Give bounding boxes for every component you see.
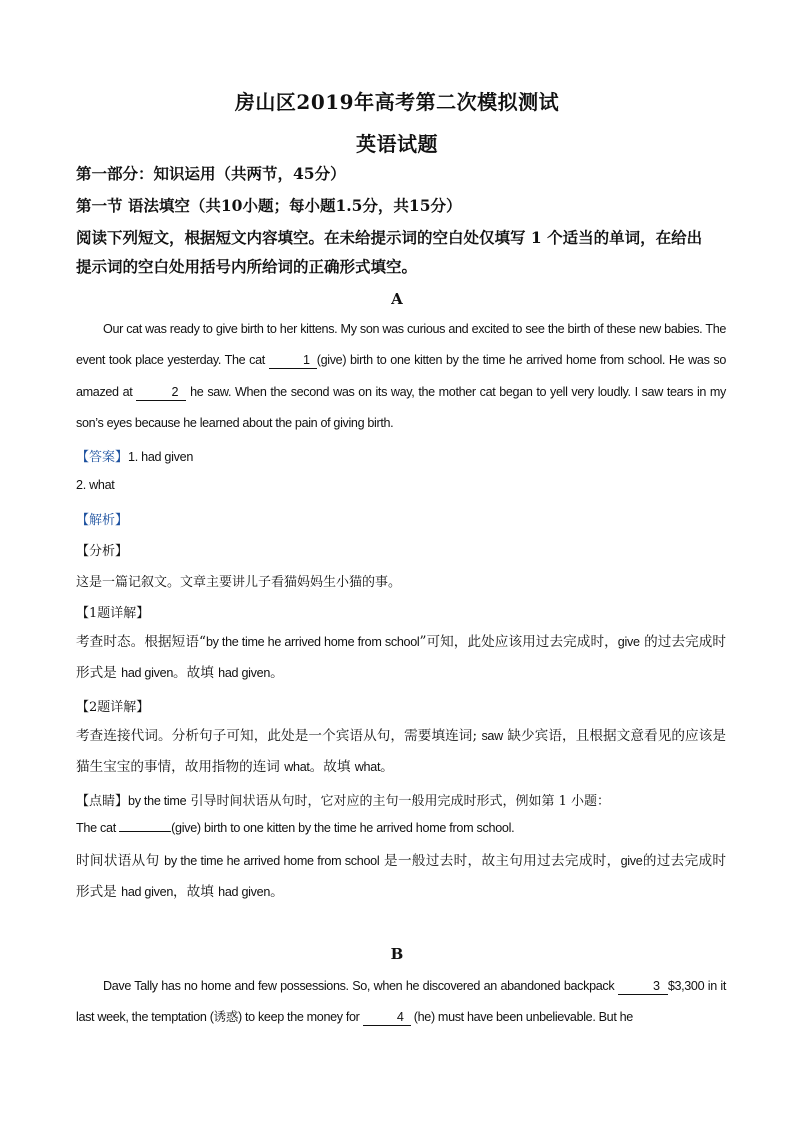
answer-tag: 【答案】 bbox=[76, 450, 129, 465]
passage-b-paragraph bbox=[76, 971, 726, 1034]
section-heading: 第一节 语法填空（共10小题；每小题1.5分，共15分） bbox=[76, 196, 462, 215]
q2-detail-text bbox=[76, 721, 726, 783]
part-heading: 第一部分：知识运用（共两节，45分） bbox=[76, 164, 346, 183]
passage-b-letter: B bbox=[390, 945, 404, 963]
passage-a-paragraph bbox=[76, 314, 726, 440]
q1-text-b: ”可知，此处应该用过去完成时， bbox=[419, 634, 618, 650]
instructions bbox=[76, 223, 726, 281]
passage-b bbox=[76, 971, 726, 1034]
q1-text-e: 。 bbox=[270, 665, 284, 681]
blank-3: 3 bbox=[618, 978, 668, 995]
q2-detail-tag: 【2题详解】 bbox=[76, 700, 150, 715]
tip-text: 引导时间状语从句时，它对应的主句一般用完成时形式，例如第 1 小题： bbox=[186, 794, 610, 809]
tip-line3-phrase: by the time he arrived home from school bbox=[164, 854, 380, 868]
tip-line4-end: 。 bbox=[270, 884, 284, 900]
page-title: 房山区2019年高考第二次模拟测试 bbox=[234, 90, 560, 114]
q1-detail-tag: 【1题详解】 bbox=[76, 606, 150, 621]
analysis-summary: 这是一篇记叙文。文章主要讲儿子看猫妈妈生小猫的事。 bbox=[76, 575, 402, 590]
fenxi-tag: 【分析】 bbox=[76, 544, 129, 559]
q1-text-d: 。故填 bbox=[173, 665, 219, 681]
tip-line4-had-given-2: had given bbox=[218, 885, 271, 899]
q1-detail-text bbox=[76, 627, 726, 689]
tip-explanation bbox=[76, 846, 726, 908]
q1-text-a: 考查时态。根据短语“ bbox=[76, 634, 206, 650]
q2-text-d: 。 bbox=[380, 759, 394, 775]
tip-tag: 【点睛】 bbox=[76, 794, 129, 809]
tip-line4-pre: 时形式是 bbox=[76, 853, 726, 900]
passage-a-letter: A bbox=[391, 290, 403, 308]
passage-a-text-1: Our cat was ready to give birth to her kittens. My son was curious and excited to see the birth of these new babies. The event took place yesterday. The cat bbox=[76, 322, 726, 368]
tip-line3-end: 的过去完成 bbox=[642, 853, 713, 869]
tip-line4-had-given: had given bbox=[121, 885, 174, 899]
tip-phrase: by the time bbox=[128, 794, 187, 808]
tip-example-post: (give) birth to one kitten by the time he arrived home from school. bbox=[171, 821, 515, 835]
passage-a-text-3: he saw. When the second was on its way, the mother cat began to yell very loudly. I saw tears in my son’s eyes because he learned about the pain of giving birth. bbox=[76, 384, 727, 431]
q1-had-given-1: had given bbox=[121, 666, 174, 680]
tip-line3-give: give bbox=[620, 854, 643, 868]
q2-what-2: what bbox=[354, 760, 381, 774]
answer-line-1 bbox=[76, 446, 193, 465]
q1-phrase: by the time he arrived home from school bbox=[205, 635, 420, 649]
q2-text-b: 缺少宾语，且根据文意看见的应该是猫生宝宝的事情，故用指物的连词 bbox=[76, 728, 726, 775]
blank-1: 1 bbox=[269, 352, 317, 369]
q1-text-c: 的过去完成时形式是 bbox=[76, 634, 726, 681]
q2-text-c: 。故填 bbox=[309, 759, 355, 775]
instructions-line-2: 提示词的空白处用括号内所给词的正确形式填空。 bbox=[76, 257, 418, 276]
q1-give: give bbox=[617, 635, 640, 649]
q1-had-given-2: had given bbox=[218, 666, 271, 680]
passage-a-text-2: (give) birth to one kitten by the time he arrived home from school. He was so amazed at bbox=[76, 353, 726, 399]
tip-line bbox=[76, 790, 610, 809]
tip-line3-pre: 时间状语从句 bbox=[76, 853, 165, 869]
jiexi-tag: 【解析】 bbox=[76, 513, 129, 528]
instructions-line-1: 阅读下列短文，根据短文内容填空。在未给提示词的空白处仅填写 1 个适当的单词，在给出 bbox=[76, 228, 703, 247]
q2-text-a: 考查连接代词。分析句子可知，此处是一个宾语从句，需要填连词; bbox=[76, 728, 482, 744]
blank-2: 2 bbox=[136, 384, 186, 401]
answer-1: 1. had given bbox=[128, 450, 194, 464]
passage-a bbox=[76, 314, 726, 440]
blank-4: 4 bbox=[363, 1009, 411, 1026]
tip-example-blank bbox=[119, 831, 171, 832]
passage-b-text-3: (he) must have been unbelievable. But he bbox=[410, 1010, 633, 1025]
tip-example bbox=[76, 821, 514, 835]
answer-2: 2. what bbox=[76, 478, 115, 492]
passage-b-text-1: Dave Tally has no home and few possessions. So, when he discovered an abandoned backpack bbox=[103, 979, 618, 993]
q2-what-1: what bbox=[284, 760, 310, 774]
tip-example-pre: The cat bbox=[76, 821, 120, 835]
tip-line3-mid: 是一般过去时，故主句用过去完成时， bbox=[379, 853, 621, 869]
q2-saw: saw bbox=[481, 729, 503, 743]
page-subtitle: 英语试题 bbox=[356, 132, 438, 156]
tip-line4-mid: ，故填 bbox=[173, 884, 219, 900]
passage-b-text-2: $3,300 in it last week, the temptation (诱惑) to keep the money for bbox=[76, 979, 726, 1025]
